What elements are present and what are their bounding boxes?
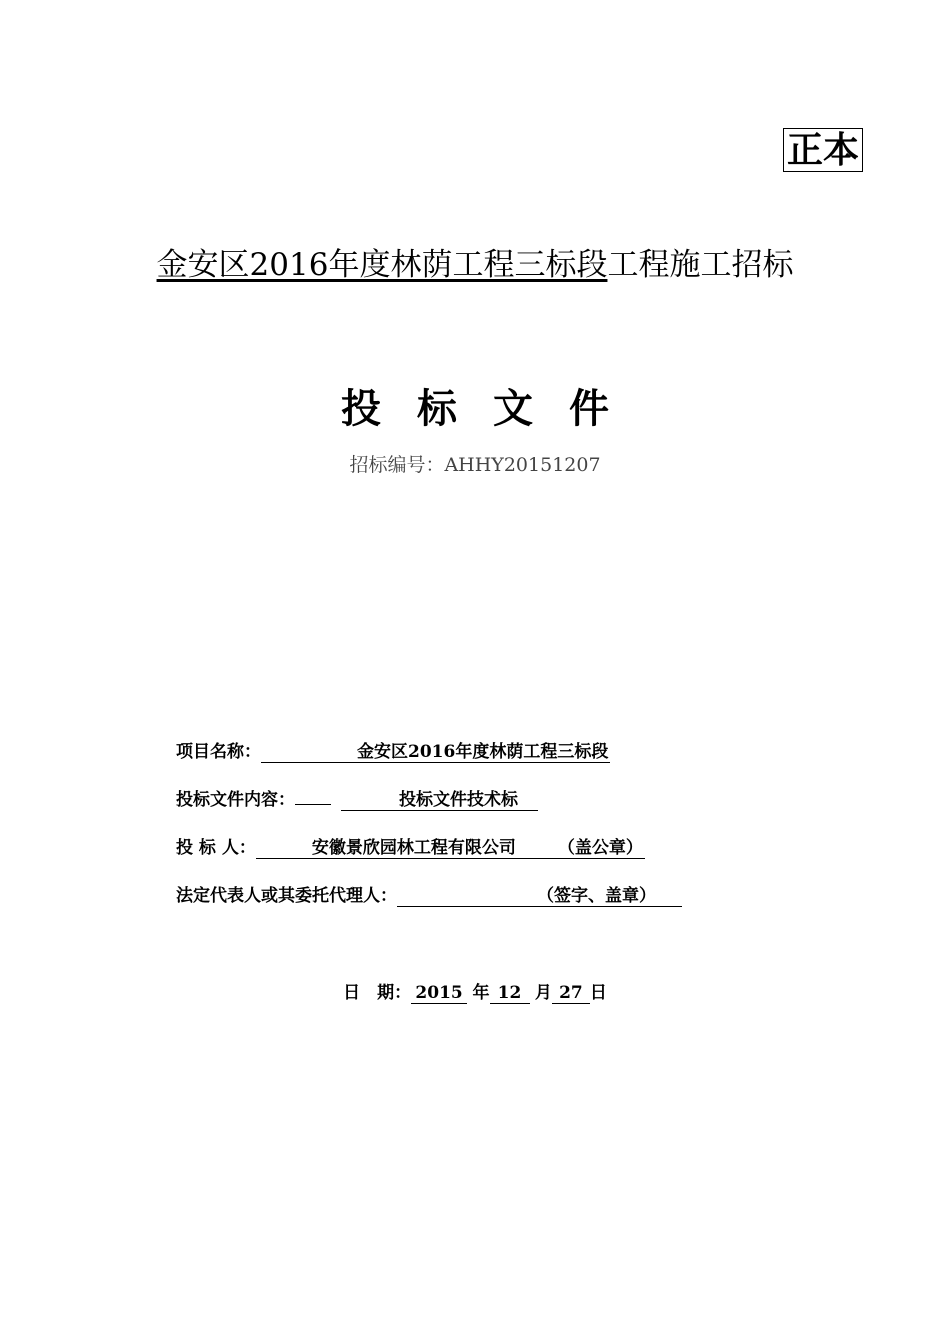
date-row — [0, 981, 950, 1005]
bid-content-value: 投标文件技术标 — [341, 790, 538, 811]
date-month: 12 — [490, 983, 530, 1004]
bidder-seal-note: （盖公章） — [557, 838, 643, 858]
bid-number: 招标编号：AHHY20151207 — [349, 454, 601, 476]
date-label: 日 期： — [343, 983, 412, 1003]
project-title-underlined: 金安区2016年度林荫工程三标段 — [156, 247, 608, 283]
date-day: 27 — [552, 983, 590, 1004]
legal-representative-value — [397, 886, 682, 907]
bid-content-row — [176, 788, 538, 812]
signature-seal-note: （签字、盖章） — [537, 886, 656, 906]
project-name-row — [176, 740, 610, 764]
legal-representative-label: 法定代表人或其委托代理人： — [176, 886, 397, 906]
date-day-unit: 日 — [589, 983, 607, 1003]
bidder-row — [176, 836, 645, 860]
project-title-rest: 工程施工招标 — [607, 247, 794, 283]
project-name-label: 项目名称： — [176, 742, 261, 762]
project-name-value: 金安区2016年度林荫工程三标段 — [261, 742, 610, 763]
project-title — [0, 245, 950, 285]
date-year: 2015 — [411, 983, 467, 1004]
document-type-heading: 投标文件 — [341, 385, 645, 432]
legal-representative-row — [176, 884, 682, 908]
bidder-value: 安徽景欣园林工程有限公司 （盖公章） — [256, 838, 645, 859]
date-year-unit: 年 — [472, 983, 490, 1003]
bid-content-blank — [295, 804, 331, 805]
bidder-label: 投 标 人： — [176, 838, 256, 858]
original-copy-stamp: 正本 — [783, 128, 863, 172]
bid-content-label: 投标文件内容： — [176, 790, 295, 810]
date-month-unit: 月 — [534, 983, 552, 1003]
